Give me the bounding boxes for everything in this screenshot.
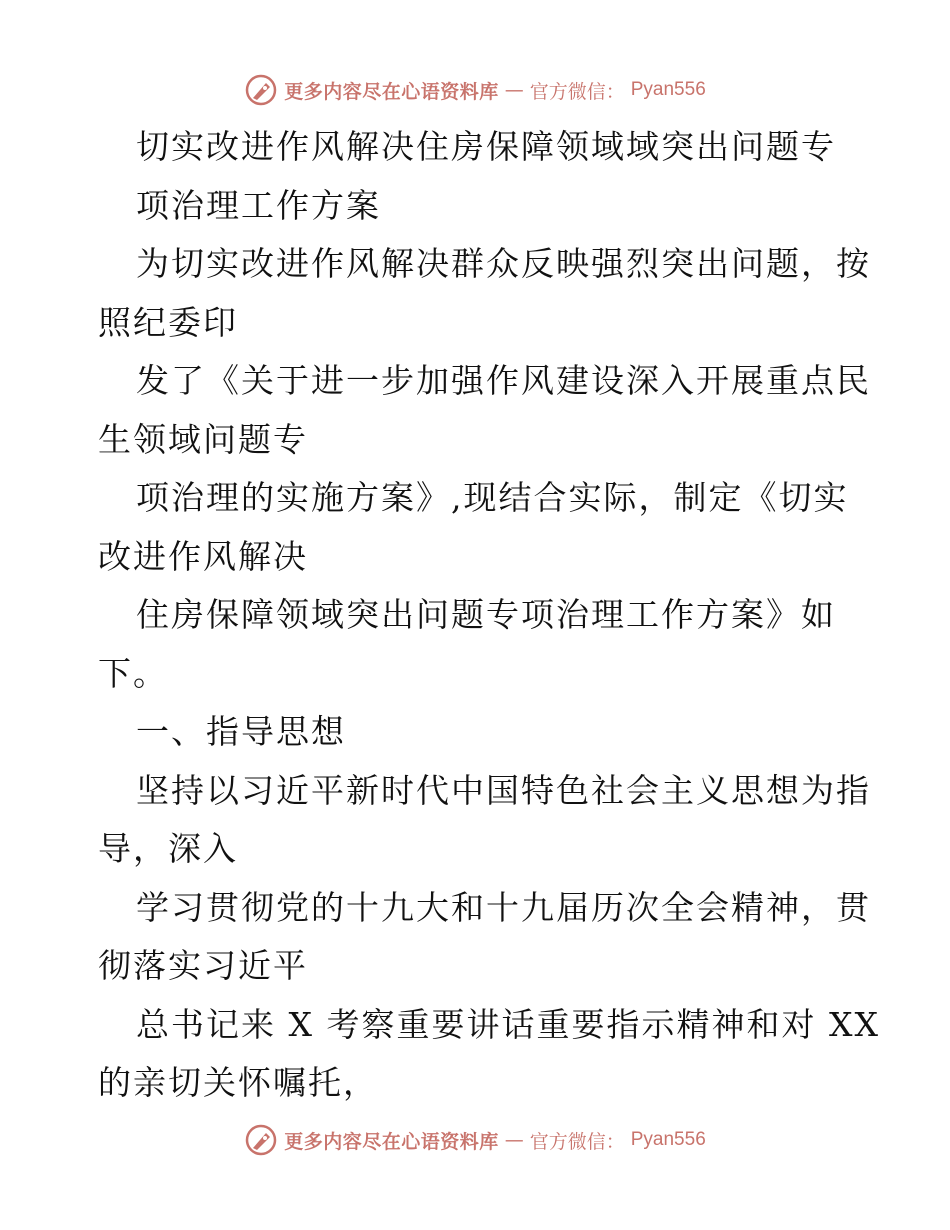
watermark-brand: 更多内容尽在心语资料库: [284, 80, 499, 103]
watermark-banner-bottom: [0, 1120, 950, 1160]
document-line: 导，深入: [98, 829, 238, 868]
document-line: 总书记来 X 考察重要讲话重要指示精神和对 XX: [136, 1004, 880, 1044]
document-line: 坚持以习近平新时代中国特色社会主义思想为指: [136, 770, 871, 810]
document-line: 项治理工作方案: [136, 185, 381, 225]
pen-nib-logo-icon: [244, 73, 278, 107]
watermark-separator: —: [504, 1129, 524, 1151]
document-line: 照纪委印: [98, 302, 238, 342]
watermark-wechat-id: Pyan556: [630, 1129, 706, 1150]
watermark-banner-top: [0, 70, 950, 110]
document-line: 一、指导思想: [136, 712, 346, 751]
document-line: 的亲切关怀嘱托，: [98, 1063, 378, 1102]
document-line: 学习贯彻党的十九大和十九届历次全会精神，贯: [136, 887, 871, 927]
document-body: [98, 118, 880, 1113]
document-line: 生领域问题专: [98, 419, 308, 459]
document-line: 项治理的实施方案》,现结合实际，制定《切实: [136, 478, 849, 517]
watermark-official-label: 官方微信：: [529, 80, 625, 103]
document-line: 改进作风解决: [98, 536, 308, 576]
document-line: 为切实改进作风解决群众反映强烈突出问题，按: [136, 244, 871, 283]
pen-nib-logo-icon: [244, 1123, 278, 1157]
watermark-wechat-id: Pyan556: [630, 79, 706, 100]
document-line: 发了《关于进一步加强作风建设深入开展重点民: [136, 361, 871, 400]
watermark-brand: 更多内容尽在心语资料库: [284, 1130, 499, 1153]
document-line: 住房保障领域突出问题专项治理工作方案》如: [136, 595, 836, 634]
watermark-separator: —: [504, 79, 524, 101]
document-line: 下。: [98, 653, 168, 693]
watermark-official-label: 官方微信：: [529, 1130, 625, 1153]
document-line: 切实改进作风解决住房保障领域域突出问题专: [136, 127, 836, 166]
document-line: 彻落实习近平: [98, 946, 308, 985]
